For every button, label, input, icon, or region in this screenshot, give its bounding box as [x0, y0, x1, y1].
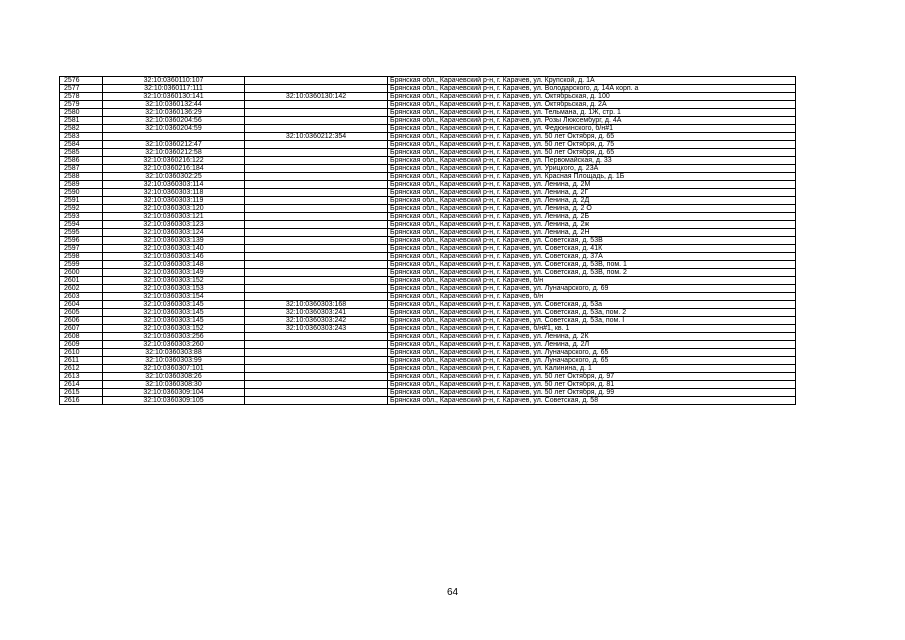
table-row: [60, 341, 796, 349]
linked-cadastral-number-cell: [245, 253, 388, 261]
cadastral-number-cell: 32:10:0360216:122: [103, 157, 245, 165]
row-number-cell: 2584: [60, 141, 103, 149]
address-cell: Брянская обл., Карачевский р-н, г. Карачев, ул. Советская, д. 58: [388, 397, 796, 405]
linked-cadastral-number-cell: [245, 229, 388, 237]
cadastral-number-cell: 32:10:0360303:152: [103, 325, 245, 333]
cadastral-number-cell: 32:10:0360303:99: [103, 357, 245, 365]
table-row: [60, 101, 796, 109]
row-number-cell: 2589: [60, 181, 103, 189]
address-cell: Брянская обл., Карачевский р-н, г. Карачев, ул. Советская, д. 53а: [388, 301, 796, 309]
linked-cadastral-number-cell: [245, 181, 388, 189]
linked-cadastral-number-cell: [245, 333, 388, 341]
cadastral-number-cell: 32:10:0360110:107: [103, 77, 245, 85]
address-cell: Брянская обл., Карачевский р-н, г. Карачев, ул. Советская, д. 53В, пом. 1: [388, 261, 796, 269]
row-number-cell: 2593: [60, 213, 103, 221]
table-row: [60, 125, 796, 133]
address-cell: Брянская обл., Карачевский р-н, г. Карачев, ул. Ленина, д. 2Г: [388, 189, 796, 197]
table-row: [60, 109, 796, 117]
cadastral-number-cell: 32:10:0360303:152: [103, 277, 245, 285]
linked-cadastral-number-cell: [245, 293, 388, 301]
address-cell: Брянская обл., Карачевский р-н, г. Карачев, ул. Тельмана, д. 1Ж, стр. 1: [388, 109, 796, 117]
cadastral-number-cell: 32:10:0360307:101: [103, 365, 245, 373]
row-number-cell: 2591: [60, 197, 103, 205]
table-row: [60, 309, 796, 317]
linked-cadastral-number-cell: [245, 357, 388, 365]
cadastral-number-cell: 32:10:0360303:140: [103, 245, 245, 253]
table-row: [60, 181, 796, 189]
linked-cadastral-number-cell: [245, 101, 388, 109]
linked-cadastral-number-cell: [245, 365, 388, 373]
table-row: [60, 189, 796, 197]
address-cell: Брянская обл., Карачевский р-н, г. Карачев, ул. Советская, д. 53а, пом. 2: [388, 309, 796, 317]
table-row: [60, 317, 796, 325]
row-number-cell: 2579: [60, 101, 103, 109]
cadastral-number-cell: 32:10:0360309:105: [103, 397, 245, 405]
table-row: [60, 277, 796, 285]
cadastral-number-cell: 32:10:0360303:88: [103, 349, 245, 357]
cadastral-number-cell: 32:10:0360303:114: [103, 181, 245, 189]
linked-cadastral-number-cell: 32:10:0360212:354: [245, 133, 388, 141]
linked-cadastral-number-cell: 32:10:0360303:168: [245, 301, 388, 309]
linked-cadastral-number-cell: 32:10:0360130:142: [245, 93, 388, 101]
table-row: [60, 117, 796, 125]
cadastral-number-cell: 32:10:0360212:58: [103, 149, 245, 157]
row-number-cell: 2599: [60, 261, 103, 269]
linked-cadastral-number-cell: [245, 85, 388, 93]
row-number-cell: 2577: [60, 85, 103, 93]
linked-cadastral-number-cell: [245, 269, 388, 277]
table-row: [60, 389, 796, 397]
row-number-cell: 2594: [60, 221, 103, 229]
linked-cadastral-number-cell: [245, 205, 388, 213]
address-cell: Брянская обл., Карачевский р-н, г. Карачев, б/н: [388, 277, 796, 285]
row-number-cell: 2581: [60, 117, 103, 125]
address-cell: Брянская обл., Карачевский р-н, г. Карачев, ул. Володарского, д. 14А корп. а: [388, 85, 796, 93]
linked-cadastral-number-cell: [245, 141, 388, 149]
linked-cadastral-number-cell: [245, 261, 388, 269]
table-row: [60, 237, 796, 245]
linked-cadastral-number-cell: [245, 245, 388, 253]
table-row: [60, 269, 796, 277]
address-cell: Брянская обл., Карачевский р-н, г. Карачев, ул. Луначарского, д. 65: [388, 357, 796, 365]
linked-cadastral-number-cell: [245, 149, 388, 157]
cadastral-number-cell: 32:10:0360302:25: [103, 173, 245, 181]
table-row: [60, 157, 796, 165]
row-number-cell: 2585: [60, 149, 103, 157]
row-number-cell: 2609: [60, 341, 103, 349]
row-number-cell: 2588: [60, 173, 103, 181]
table-row: [60, 165, 796, 173]
address-cell: Брянская обл., Карачевский р-н, г. Карачев, ул. 50 лет Октября, д. 99: [388, 389, 796, 397]
address-cell: Брянская обл., Карачевский р-н, г. Карачев, ул. 50 лет Октября, д. 65: [388, 149, 796, 157]
linked-cadastral-number-cell: 32:10:0360303:242: [245, 317, 388, 325]
address-cell: Брянская обл., Карачевский р-н, г. Карачев, ул. 50 лет Октября, д. 81: [388, 381, 796, 389]
address-cell: Брянская обл., Карачевский р-н, г. Карачев, ул. Первомайская, д. 33: [388, 157, 796, 165]
row-number-cell: 2578: [60, 93, 103, 101]
row-number-cell: 2603: [60, 293, 103, 301]
linked-cadastral-number-cell: [245, 389, 388, 397]
table-row: [60, 349, 796, 357]
page-number: 64: [446, 587, 459, 598]
linked-cadastral-number-cell: [245, 189, 388, 197]
cadastral-number-cell: 32:10:0360303:120: [103, 205, 245, 213]
address-cell: Брянская обл., Карачевский р-н, г. Карачев, ул. Федюнинского, б/н#1: [388, 125, 796, 133]
cadastral-number-cell: 32:10:0360117:111: [103, 85, 245, 93]
table-row: [60, 205, 796, 213]
linked-cadastral-number-cell: [245, 165, 388, 173]
table-row: [60, 197, 796, 205]
address-cell: Брянская обл., Карачевский р-н, г. Карачев, б/н: [388, 293, 796, 301]
table-row: [60, 373, 796, 381]
row-number-cell: 2596: [60, 237, 103, 245]
row-number-cell: 2583: [60, 133, 103, 141]
address-cell: Брянская обл., Карачевский р-н, г. Карачев, ул. Ленина, д. 2М: [388, 181, 796, 189]
linked-cadastral-number-cell: [245, 109, 388, 117]
address-cell: Брянская обл., Карачевский р-н, г. Карачев, ул. Ленина, д. 2Б: [388, 213, 796, 221]
row-number-cell: 2616: [60, 397, 103, 405]
row-number-cell: 2604: [60, 301, 103, 309]
table-row: [60, 85, 796, 93]
address-cell: Брянская обл., Карачевский р-н, г. Карачев, ул. Ленина, д. 2Н: [388, 229, 796, 237]
cadastral-number-cell: 32:10:0360303:124: [103, 229, 245, 237]
table-row: [60, 261, 796, 269]
cadastral-number-cell: 32:10:0360303:145: [103, 317, 245, 325]
address-cell: Брянская обл., Карачевский р-н, г. Карачев, ул. Розы Люксембург, д. 4А: [388, 117, 796, 125]
address-cell: Брянская обл., Карачевский р-н, г. Карачев, б/н#1, кв. 1: [388, 325, 796, 333]
row-number-cell: 2582: [60, 125, 103, 133]
cadastral-number-cell: 32:10:0360303:146: [103, 253, 245, 261]
address-cell: Брянская обл., Карачевский р-н, г. Карачев, ул. Калинина, д. 1: [388, 365, 796, 373]
cadastral-number-cell: 32:10:0360303:145: [103, 301, 245, 309]
address-cell: Брянская обл., Карачевский р-н, г. Карачев, ул. Крупской, д. 1А: [388, 77, 796, 85]
cadastral-number-cell: 32:10:0360303:153: [103, 285, 245, 293]
row-number-cell: 2613: [60, 373, 103, 381]
address-cell: Брянская обл., Карачевский р-н, г. Карачев, ул. Советская, д. 41К: [388, 245, 796, 253]
address-cell: Брянская обл., Карачевский р-н, г. Карачев, ул. Урицкого, д. 23А: [388, 165, 796, 173]
table-row: [60, 77, 796, 85]
address-cell: Брянская обл., Карачевский р-н, г. Карачев, ул. 50 лет Октября, д. 75: [388, 141, 796, 149]
row-number-cell: 2608: [60, 333, 103, 341]
row-number-cell: 2610: [60, 349, 103, 357]
table-row: [60, 245, 796, 253]
cadastral-number-cell: 32:10:0360303:119: [103, 197, 245, 205]
linked-cadastral-number-cell: [245, 397, 388, 405]
linked-cadastral-number-cell: [245, 77, 388, 85]
table-row: [60, 229, 796, 237]
table-row: [60, 357, 796, 365]
cadastral-number-cell: 32:10:0360204:56: [103, 117, 245, 125]
table-row: [60, 221, 796, 229]
address-cell: Брянская обл., Карачевский р-н, г. Карачев, ул. 50 лет Октября, д. 65: [388, 133, 796, 141]
row-number-cell: 2580: [60, 109, 103, 117]
row-number-cell: 2612: [60, 365, 103, 373]
cadastral-number-cell: 32:10:0360308:26: [103, 373, 245, 381]
cadastral-number-cell: 32:10:0360303:145: [103, 309, 245, 317]
table-row: [60, 325, 796, 333]
row-number-cell: 2595: [60, 229, 103, 237]
cadastral-number-cell: 32:10:0360303:123: [103, 221, 245, 229]
row-number-cell: 2592: [60, 205, 103, 213]
row-number-cell: 2611: [60, 357, 103, 365]
table-row: [60, 93, 796, 101]
linked-cadastral-number-cell: [245, 277, 388, 285]
row-number-cell: 2607: [60, 325, 103, 333]
cadastral-number-cell: 32:10:0360303:154: [103, 293, 245, 301]
row-number-cell: 2606: [60, 317, 103, 325]
address-cell: Брянская обл., Карачевский р-н, г. Карачев, ул. Ленина, д. 2Л: [388, 341, 796, 349]
address-cell: Брянская обл., Карачевский р-н, г. Карачев, ул. Ленина, д. 2 О: [388, 205, 796, 213]
cadastral-number-cell: 32:10:0360309:104: [103, 389, 245, 397]
linked-cadastral-number-cell: [245, 237, 388, 245]
row-number-cell: 2597: [60, 245, 103, 253]
linked-cadastral-number-cell: 32:10:0360303:241: [245, 309, 388, 317]
cadastral-number-cell: 32:10:0360136:29: [103, 109, 245, 117]
linked-cadastral-number-cell: [245, 157, 388, 165]
cadastral-number-cell: 32:10:0360216:184: [103, 165, 245, 173]
address-cell: Брянская обл., Карачевский р-н, г. Карачев, ул. Ленина, д. 2К: [388, 333, 796, 341]
linked-cadastral-number-cell: [245, 373, 388, 381]
row-number-cell: 2590: [60, 189, 103, 197]
cadastral-number-cell: 32:10:0360132:44: [103, 101, 245, 109]
table-row: [60, 213, 796, 221]
linked-cadastral-number-cell: [245, 197, 388, 205]
address-cell: Брянская обл., Карачевский р-н, г. Карачев, ул. Октябрьская, д. 100: [388, 93, 796, 101]
cadastral-number-cell: 32:10:0360130:141: [103, 93, 245, 101]
row-number-cell: 2576: [60, 77, 103, 85]
table-row: [60, 365, 796, 373]
cadastral-number-cell: 32:10:0360303:148: [103, 261, 245, 269]
address-cell: Брянская обл., Карачевский р-н, г. Карачев, ул. Советская, д. 37А: [388, 253, 796, 261]
table-body: [60, 77, 796, 405]
table-row: [60, 141, 796, 149]
row-number-cell: 2598: [60, 253, 103, 261]
cadastral-number-cell: 32:10:0360308:30: [103, 381, 245, 389]
cadastral-number-cell: 32:10:0360303:139: [103, 237, 245, 245]
address-cell: Брянская обл., Карачевский р-н, г. Карачев, ул. Луначарского, д. 69: [388, 285, 796, 293]
table-row: [60, 133, 796, 141]
table-row: [60, 173, 796, 181]
linked-cadastral-number-cell: [245, 213, 388, 221]
address-cell: Брянская обл., Карачевский р-н, г. Карачев, ул. Октябрьская, д. 2А: [388, 101, 796, 109]
property-register-table: [59, 76, 796, 405]
table-row: [60, 381, 796, 389]
row-number-cell: 2600: [60, 269, 103, 277]
table-row: [60, 285, 796, 293]
address-cell: Брянская обл., Карачевский р-н, г. Карачев, ул. Советская, д. 53В: [388, 237, 796, 245]
row-number-cell: 2614: [60, 381, 103, 389]
address-cell: Брянская обл., Карачевский р-н, г. Карачев, ул. Советская, д. 53а, пом. I: [388, 317, 796, 325]
table-row: [60, 253, 796, 261]
row-number-cell: 2602: [60, 285, 103, 293]
row-number-cell: 2615: [60, 389, 103, 397]
table-row: [60, 397, 796, 405]
address-cell: Брянская обл., Карачевский р-н, г. Карачев, ул. Советская, д. 53В, пом. 2: [388, 269, 796, 277]
linked-cadastral-number-cell: 32:10:0360303:243: [245, 325, 388, 333]
address-cell: Брянская обл., Карачевский р-н, г. Карачев, ул. Ленина, д. 2Д: [388, 197, 796, 205]
cadastral-number-cell: 32:10:0360303:149: [103, 269, 245, 277]
address-cell: Брянская обл., Карачевский р-н, г. Карачев, ул. 50 лет Октября, д. 97: [388, 373, 796, 381]
cadastral-number-cell: [103, 133, 245, 141]
linked-cadastral-number-cell: [245, 381, 388, 389]
linked-cadastral-number-cell: [245, 285, 388, 293]
linked-cadastral-number-cell: [245, 117, 388, 125]
linked-cadastral-number-cell: [245, 341, 388, 349]
row-number-cell: 2587: [60, 165, 103, 173]
linked-cadastral-number-cell: [245, 221, 388, 229]
linked-cadastral-number-cell: [245, 349, 388, 357]
table-row: [60, 301, 796, 309]
linked-cadastral-number-cell: [245, 125, 388, 133]
row-number-cell: 2586: [60, 157, 103, 165]
table-row: [60, 149, 796, 157]
address-cell: Брянская обл., Карачевский р-н, г. Карачев, ул. Красная Площадь, д. 1Б: [388, 173, 796, 181]
cadastral-number-cell: 32:10:0360204:59: [103, 125, 245, 133]
address-cell: Брянская обл., Карачевский р-н, г. Карачев, ул. Луначарского, д. 65: [388, 349, 796, 357]
table-row: [60, 293, 796, 301]
cadastral-number-cell: 32:10:0360303:118: [103, 189, 245, 197]
cadastral-number-cell: 32:10:0360303:121: [103, 213, 245, 221]
address-cell: Брянская обл., Карачевский р-н, г. Карачев, ул. Ленина, д. 2ж: [388, 221, 796, 229]
cadastral-number-cell: 32:10:0360303:256: [103, 333, 245, 341]
table-row: [60, 333, 796, 341]
linked-cadastral-number-cell: [245, 173, 388, 181]
cadastral-number-cell: 32:10:0360212:47: [103, 141, 245, 149]
row-number-cell: 2605: [60, 309, 103, 317]
row-number-cell: 2601: [60, 277, 103, 285]
cadastral-number-cell: 32:10:0360303:260: [103, 341, 245, 349]
